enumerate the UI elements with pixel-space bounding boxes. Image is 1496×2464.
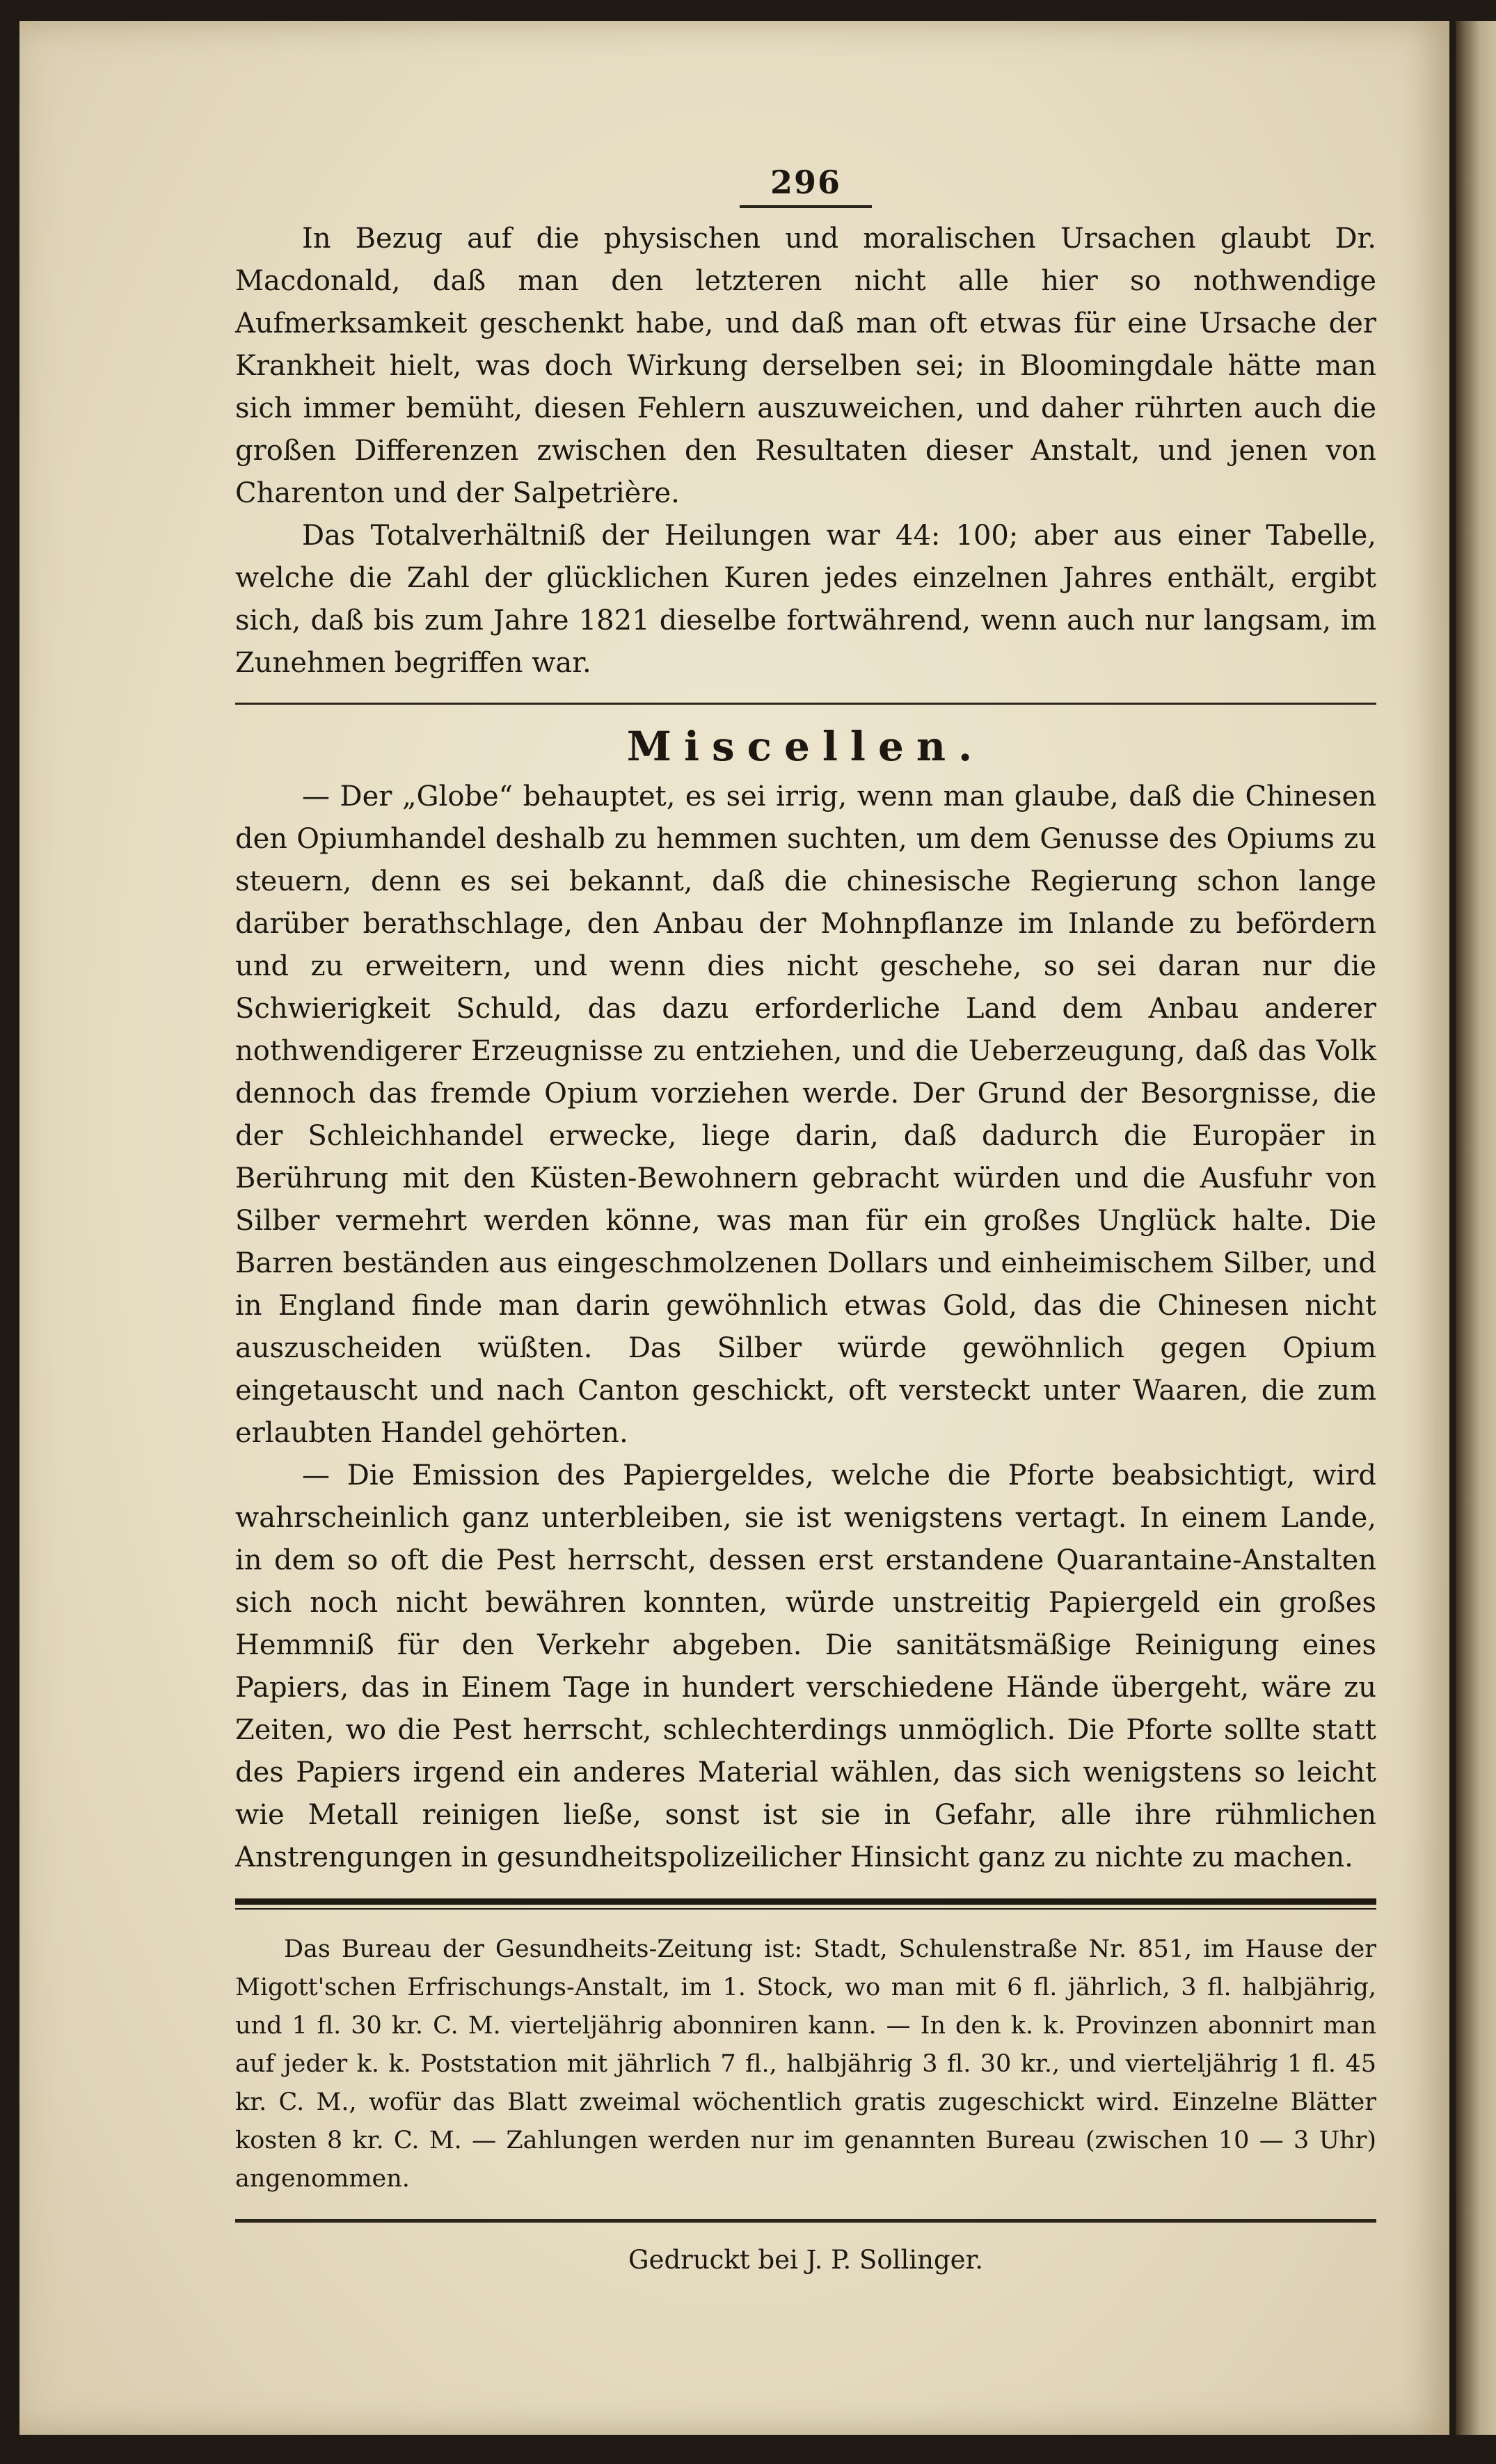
subscription-notice: Das Bureau der Gesundheits-Zeitung ist: Stadt, Schulenstraße Nr. 851, im Hause der Migott'schen Erfrischungs-Anstalt, im 1. Stock, wo man mit 6 fl. jährlich, 3 fl. halbjährig, und 1 fl. 30 kr. C. M. vierteljährig abonniren kann. — In den k. k. Provinzen abonnirt man auf jeder k. k. Poststation mit jährlich 7 fl., halbjährig 3 fl. 30 kr., und vierteljährig 1 fl. 45 kr. C. M., wofür das Blatt zweimal wöchentlich gratis zugeschickt wird. Einzelne Blätter kosten 8 kr. C. M. — Zahlungen werden nur im genannten Bureau (zwischen 10 — 3 Uhr) angenommen. [235, 1935, 1376, 2193]
imprint-divider [235, 2219, 1376, 2223]
page-number-rule [740, 205, 872, 208]
article-paragraph: Das Totalverhältniß der Heilungen war 44: 100; aber aus einer Tabelle, welche die Zahl der glücklichen Kuren jedes einzelnen Jahres enthält, ergibt sich, daß bis zum Jahre 1821 dieselbe fortwährend, wenn auch nur langsam, im Zunehmen begriffen war. [235, 520, 1376, 679]
page-number: 296 [770, 163, 842, 201]
article-paragraph: In Bezug auf die physischen und moralischen Ursachen glaubt Dr. Macdonald, daß man den letzteren nicht alle hier so nothwendige Aufmerksamkeit geschenkt habe, und daß man oft etwas für eine Ursache der Krankheit hielt, was doch Wirkung derselben sei; in Bloomingdale hätte man sich immer bemüht, diesen Fehlern auszuweichen, und daher rührten auch die großen Differenzen zwischen den Resultaten dieser Anstalt, und jenen von Charenton und der Salpetrière. [235, 223, 1376, 509]
section-title: Miscellen. [626, 723, 985, 770]
printer-imprint: Gedruckt bei J. P. Sollinger. [628, 2245, 983, 2275]
miscellen-item: — Der „Globe“ behauptet, es sei irrig, wenn man glaube, daß die Chinesen den Opiumhandel deshalb zu hemmen suchten, um dem Genusse des Opiums zu steuern, denn es sei bekannt, daß die chinesische Regierung schon lange darüber berathschlage, den Anbau der Mohnpflanze im Inlande zu befördern und zu erweitern, und wenn dies nicht geschehe, so sei daran nur die Schwierigkeit Schuld, das dazu erforderliche Land dem Anbau anderer nothwendigerer Erzeugnisse zu entziehen, und die Ueberzeugung, daß das Volk dennoch das fremde Opium vorziehen werde. Der Grund der Besorgnisse, die der Schleichhandel erwecke, liege darin, daß dadurch die Europäer in Berührung mit den Küsten-Bewohnern gebracht würden und die Ausfuhr von Silber vermehrt werden könne, was man für ein großes Unglück halte. Die Barren beständen aus eingeschmolzenen Dollars und einheimischem Silber, und in England finde man darin gewöhnlich etwas Gold, das die Chinesen nicht auszuscheiden wüßten. Das Silber würde gewöhnlich gegen Opium eingetauscht und nach Canton geschickt, oft versteckt unter Waaren, die zum erlaubten Handel gehörten. [235, 781, 1376, 1449]
section-divider [235, 703, 1376, 705]
page-content [235, 163, 1376, 2275]
paper-sheet [19, 21, 1449, 2435]
notice-divider [235, 1898, 1376, 1910]
binding-edge [1456, 21, 1496, 2435]
miscellen-item: — Die Emission des Papiergeldes, welche die Pforte beabsichtigt, wird wahrscheinlich ganz unterbleiben, sie ist wenigstens vertagt. In einem Lande, in dem so oft die Pest herrscht, dessen erst erstandene Quarantaine-Anstalten sich noch nicht bewähren konnten, würde unstreitig Papiergeld ein großes Hemmniß für den Verkehr abgeben. Die sanitätsmäßige Reinigung eines Papiers, das in Einem Tage in hundert verschiedene Hände übergeht, wäre zu Zeiten, wo die Pest herrscht, schlechterdings unmöglich. Die Pforte sollte statt des Papiers irgend ein anderes Material wählen, das sich wenigstens so leicht wie Metall reinigen ließe, sonst ist sie in Gefahr, alle ihre rühmlichen Anstrengungen in gesundheitspolizeilicher Hinsicht ganz zu nichte zu machen. [235, 1459, 1376, 1873]
